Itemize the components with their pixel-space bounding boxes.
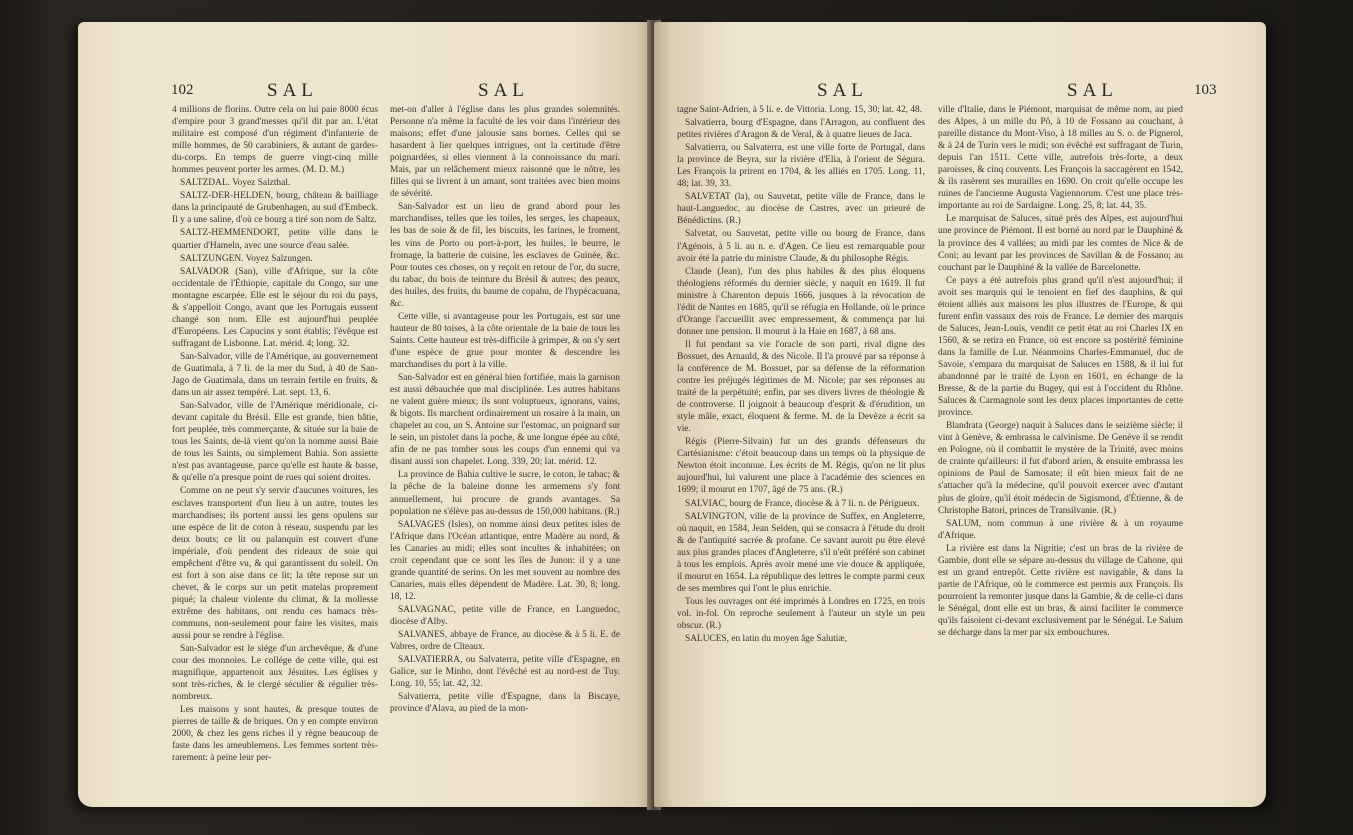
paragraph: Blandrata (George) naquit à Saluces dans le seizième siècle; il vint à Genève, & embrassa le calvinisme. De Genève il se rendit en Pologne, où il combattit le mystère de la Trinité, avec moins de crainte qu'ailleurs: il fut d'abord arien, & ensuite embrassa les opinions de Paul de Samosate; il eût bien mieux fait de ne s'attacher qu'à la médecine, qu'il pouvoit exercer avec d'autant plus de gloire, qu'il étoit médecin de Sigismond, d'Étienne, & de Christophe Batori, princes de Transilvanie. (R.) xyxy=(938,421,1183,516)
paragraph: SALVADOR (San), ville d'Afrique, sur la côte occidentale de l'Éthiopie, capitale du Congo, sur une montagne escarpée. Elle est le séjour du roi du pays, & s'appelloit Congo, avant que les Portugais eussent changé son nom. Elle est aujourd'hui peuplée d'Européens. Les Capucins y sont établis; l'évêque est suffragant de Lisbonne. Lat. mérid. 4; long. 32. xyxy=(172,266,378,349)
paragraph: met-on d'aller à l'église dans les plus grandes solemnités. Personne n'a même la faculté de les voir dans l'intérieur des maisons; effet d'une jalousie sans bornes. Celles qui se hasardent à lier quelques intrigues, ont la certitude d'être poignardées, si elles viennent à la connoissance du mari. Mais, par un relâchement mieux raisonné que le nôtre, les filles qui se livrent à un amant, sont traitées avec bien moins de sévérité. xyxy=(390,105,620,200)
text-column-left xyxy=(677,104,925,800)
paragraph: SALVIAC, bourg de France, diocèse & à 7 li. n. de Périgueux. xyxy=(685,498,920,509)
paragraph: Comme on ne peut s'y servir d'aucunes voitures, les esclaves transportent d'un lieu à un autre, toutes les marchandises; ils portent aussi les gens opulens sur une espèce de lit de coton à réseau, suspendu par les deux bouts; ce lit ou palanquin est couvert d'une impériale, d'où pendent des rideaux de soie qui empêchent d'être vu, & qui garantissent du soleil. On est fort à son aise dans ce lit; la tête repose sur un chevet, & le corps sur un petit matelas proprement piqué; la chaleur violente du climat, & la mollesse extrême des habitans, ont rendu ces hamacs très-communs, non-seulement pour faire les visites, mais aussi pour se rendre à l'église. xyxy=(172,486,378,642)
text-column-left xyxy=(172,104,378,800)
paragraph: SALVETAT (la), ou Sauvetat, petite ville de France, dans le haut-Languedoc, au diocèse de Castres, avec un prieuré de Bénédictins. (R.) xyxy=(677,192,925,227)
paragraph: Régis (Pierre-Silvain) fut un des grands défenseurs du Cartésianisme: c'étoit beaucoup dans un temps où la physique de Newton étoit inconnue. Les écrits de M. Régis, qu'on ne lit plus aujourd'hui, lui valurent une place à l'académie des sciences en 1699; il mourut en 1707, âgé de 75 ans. (R.) xyxy=(677,437,925,496)
running-head: SAL xyxy=(817,80,868,101)
paragraph: SALUCES, en latin du moyen âge Salutiæ, xyxy=(685,634,847,645)
paragraph: SALUM, nom commun à une rivière & à un royaume d'Afrique. xyxy=(938,518,1183,541)
page-number: 102 xyxy=(171,82,194,98)
paragraph: Les maisons y sont hautes, & presque toutes de pierres de taille & de briques. On y en compte environ 2000, & chez les gens riches il y règne beaucoup de faste dans les ameublemens. Les femmes sortent très-rarement: à peine leur per- xyxy=(172,705,378,764)
paragraph: La rivière est dans la Nigritie; c'est un bras de la rivière de Gambie, dont elle se sépare au-dessus du village de Cahone, qui est un grand entrepôt. Cette rivière est navigable, & dans la partie de l'Afrique, où le commerce est permis aux François. Ils pourroient la remonter jusque dans la Gambie, & de celle-ci dans le Sénégal, dont elle est un bras, & ainsi faciliter le commerce qu'ils faisoient ci-devant exclusivement par le Sénégal. Le Salum se décharge dans la mer par six embouchures. xyxy=(938,543,1183,639)
paragraph: SALVAGES (Isles), on nomme ainsi deux petites isles de l'Afrique dans l'Océan atlantique, entre Madère au nord, & les Canaries au midi; elles sont incultes & inhabitées; on croit cependant que ce sont les îles de Junon: il y a une grande quantité de serins. On les met souvent au nombre des Canaries, mais elles dépendent de Madère. Lat. 30, 8; long. 18, 12. xyxy=(390,519,620,602)
paragraph: ville d'Italie, dans le Piémont, marquisat de même nom, au pied des Alpes, à un mille du Pô, à 10 de Fossano au couchant, à pareille distance du Mont-Viso, à 18 milles au S. o. de Pignerol, & à 24 de Turin vers le midi; son évêché est suffragant de Turin, depuis l'an 1511. Cette ville, autrefois très-forte, a deux paroisses, & cinq couvents. Les François la saccagèrent en 1542, & ils rasèrent ses murailles en 1690. On croit qu'elle occupe les ruines de l'ancienne Augusta Vagiennorum. C'est une place très-importante au roi de Sardaigne. Long. 25, 8; lat. 44, 35. xyxy=(938,105,1183,212)
paragraph: San-Salvador, ville de l'Amérique, au gouvernement de Guatimala, à 7 li. de la mer du Sud, à 40 de San-Jago de Guatimala, dans un terrain fertile en fruits, & dans un air assez tempéré. Lat. sept. 13, 6. xyxy=(172,351,378,399)
paragraph: SALVAGNAC, petite ville de France, en Languedoc, diocèse d'Alby. xyxy=(390,604,620,627)
paragraph: SALVANES, abbaye de France, au diocèse & à 5 li. E. de Vabres, ordre de Cîteaux. xyxy=(390,630,620,653)
paragraph: SALVINGTON, ville de la province de Suffex, en Angleterre, où naquit, en 1584, Jean Selden, qui se consacra à l'étude du droit & de l'antiquité sacrée & profane. Ce savant auroit pu être élevé aux plus grandes places d'Angleterre, s'il n'eût préféré son cabinet à tous les emplois. Après avoir mené une vie douce & appliquée, il mourut en 1654. La république des lettres le compte parmi ceux de ses membres qui l'ont le plus enrichie. xyxy=(677,511,925,594)
paragraph: SALTZDAL. Voyez Salzthal. xyxy=(180,178,291,189)
page-number: 103 xyxy=(1194,82,1217,98)
paragraph: 4 millions de florins. Outre cela on lui paie 8000 écus d'empire pour 3 grand'messes qu'il dit par an. L'état militaire est composé d'un régiment d'infanterie de mille hommes, de 50 carabiniers, & autant de gardes-du-corps. En temps de guerre vingt-cinq mille hommes peuvent porter les armes. (M. D. M.) xyxy=(172,105,378,176)
text-column-right xyxy=(390,104,620,800)
paragraph: Tous les ouvrages ont été imprimés à Londres en 1725, en trois vol. in-fol. On reproche seulement à l'auteur un style un peu obscur. (R.) xyxy=(677,596,925,631)
paragraph: Salvatierra, petite ville d'Espagne, dans la Biscaye, province d'Alava, au pied de la mon- xyxy=(390,692,620,715)
running-head: SAL xyxy=(1067,80,1118,101)
paragraph: Salvetat, ou Sauvetat, petite ville ou bourg de France, dans l'Agénois, à 5 li. au n. e. d'Agen. Ce lieu est remarquable pour avoir été la patrie du ministre Claude, & du philosophe Régis. xyxy=(677,229,925,264)
paragraph: San-Salvador est le siége d'un archevêque, & d'une cour des monnoies. Le collége de cette ville, qui est magnifique, appartenoit aux Jésuites. Les églises y sont très-riches, & le clergé séculier & régulier très-nombreux. xyxy=(172,644,378,703)
paragraph: San-Salvador, ville de l'Amérique méridionale, ci-devant capitale du Brésil. Elle est grande, bien bâtie, fort peuplée, très commerçante, & située sur la baie de tous les Saints, de-là vient qu'on la nomme aussi Baie de tous les Saints, ou simplement Bahia. Son assiette n'est pas avantageuse, parce qu'elle est haute & basse, & qu'elle n'a presque point de rues qui soient droites. xyxy=(172,401,378,484)
text-column-right xyxy=(938,104,1183,800)
left-page xyxy=(78,22,653,807)
right-page xyxy=(654,22,1266,807)
paragraph: Le marquisat de Saluces, situé près des Alpes, est aujourd'hui une province de Piémont. Il est borné au nord par le Dauphiné & la province des 4 vallées; au midi par les comtes de Nice & de Coni; au levant par les provinces de Savillan & de Fossano; au couchant par le Dauphiné & la vallée de Barcelonette. xyxy=(938,214,1183,273)
paragraph: Cette ville, si avantageuse pour les Portugais, est sur une hauteur de 80 toises, à la côte orientale de la baie de tous les Saints. Cette hauteur est très-difficile à grimper, & on s'y sert d'une espèce de grue pour monter & descendre les marchandises du port à la ville. xyxy=(390,311,620,370)
running-head: SAL xyxy=(267,80,318,101)
running-head: SAL xyxy=(478,80,529,101)
paragraph: Ce pays a été autrefois plus grand qu'il n'est aujourd'hui; il avoit ses marquis qui le tenoient en fief des dauphins, & qui étoient alliés aux maisons les plus illustres de l'Europe, & qui furent enfin vassaux des rois de France. Le dernier des marquis de Saluces, Jean-Louis, vendit ce petit état au roi Charles IX en 1560, & se retira en France, où est encore sa postérité féminine dans la famille de Lur. Néanmoins Charles-Emmanuel, duc de Savoie, s'empara du marquisat de Saluces en 1588, & il lui fut abandonné par le traité de Lyon en 1601, en échange de la Bresse, & de la partie du Bugey, qui est à l'occident du Rhône. Saluces & Carmagnole sont les deux places importantes de cette province. xyxy=(938,275,1183,419)
paragraph: SALVATIERRA, ou Salvaterra, petite ville d'Espagne, en Galice, sur le Minho, dont l'évêché est au nord-est de Tuy. Long. 10, 55; lat. 42, 32. xyxy=(390,655,620,690)
paragraph: La province de Bahia cultive le sucre, le coton, le tabac; & la pêche de la baleine donne les armemens s'y font annuellement, lui procure de grands avantages. Sa population ne s'élève pas au-dessus de 150,000 habitans. (R.) xyxy=(390,470,620,517)
paragraph: SALTZ-DER-HELDEN, bourg, château & bailliage dans la principauté de Grubenhagen, au sud d'Embeck. Il y a une saline, d'où ce bourg a tiré son nom de Saltz. xyxy=(172,191,378,226)
paragraph: Claude (Jean), l'un des plus habiles & des plus éloquens théologiens réformés du dernier siècle, y naquit en 1619. Il fut ministre à Charenton depuis 1666, jusques à la révocation de l'édit de Nantes en 1685, qu'il se réfugia en Hollande, où le prince d'Orange l'accueillit avec empressement, & commença par lui donner une pension. Il mourut à la Haie en 1687, à 68 ans. xyxy=(677,266,925,337)
paragraph: SALTZ-HEMMENDORT, petite ville dans le quartier d'Hameln, avec une source d'eau salée. xyxy=(172,228,378,251)
paragraph: Salvatierra, bourg d'Espagne, dans l'Arragon, au confluent des petites rivières d'Aragon & de Veral, & à quatre lieues de Jaca. xyxy=(677,118,925,141)
paragraph: Salvatierra, ou Salvaterra, est une ville forte de Portugal, dans la province de Beyra, sur la rivière d'Elia, à l'orient de Ségura. Les François la prirent en 1704, & les alliés en 1705. Long. 11, 48; lat. 39, 33. xyxy=(677,143,925,190)
paragraph: SALTZUNGEN. Voyez Salzungen. xyxy=(180,253,313,264)
paragraph: tagne Saint-Adrien, à 5 li. e. de Vittoria. Long. 15, 30; lat. 42, 48. xyxy=(677,105,923,115)
paragraph: San-Salvador est un lieu de grand abord pour les marchandises, telles que les toiles, les serges, les chapeaux, les bas de soie & de fil, les biscuits, les farines, le froment, les vins de Porto ou port-à-port, les huiles, le beurre, le fromage, la batterie de cuisine, les esclaves de Guinée, &c. Pour toutes ces choses, on y reçoit en retour de l'or, du sucre, du tabac, du bois de teinture du Brésil & autres; des peaux, des huiles, des fruits, du baume de copahu, de l'hypécacuana, &c. xyxy=(390,202,620,309)
paragraph: San-Salvador est en général bien fortifiée, mais la garnison est aussi débauchée que mal disciplinée. Les autres habitans ne valent guère mieux; ils sont voluptueux, ignorans, vains, & bigots. Ils marchent ordinairement un rosaire à la main, un chapelet au cou, un S. Antoine sur l'estomac, un poignard sur le sein, un pistolet dans la poche, & une longue épée au côté, afin de ne pas tomber sous les coups d'un ennemi qui va disant aussi son chapelet. Long. 339, 20; lat. mérid. 12. xyxy=(390,373,620,468)
paragraph: Il fut pendant sa vie l'oracle de son parti, rival digne des Bossuet, des Arnauld, & des Nicole. Il l'a prouvé par sa réponse à la conférence de M. Bossuet, par sa défense de la réformation contre les préjugés légitimes de M. Nicole; par ses réponses au traité de la perpétuité; enfin, par ses divers livres de théologie & de controverse. Il joignoit à beaucoup d'esprit & d'érudition, un style mâle, exact, éloquent & ferme. M. de la Devèze a écrit sa vie. xyxy=(677,339,925,435)
